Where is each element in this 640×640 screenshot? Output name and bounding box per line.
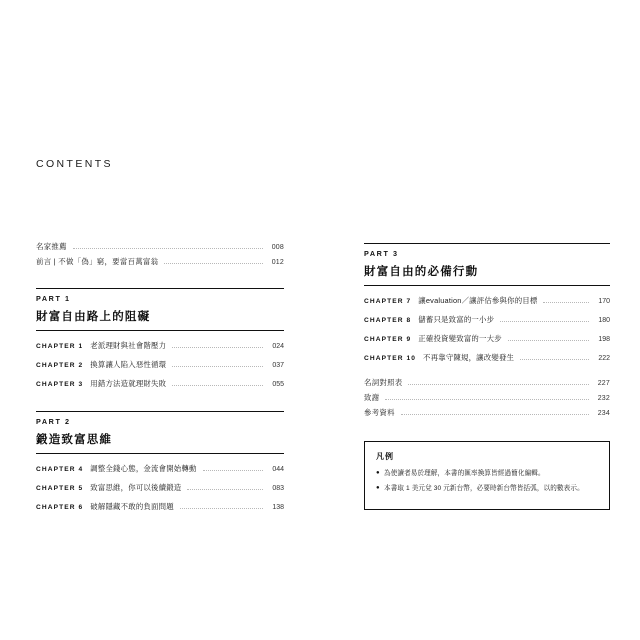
toc-chapter-row[interactable] — [364, 314, 610, 325]
note-item — [376, 484, 598, 494]
chapter-number: CHAPTER 5 — [36, 485, 84, 492]
note-item — [376, 469, 598, 479]
toc-chapter-row[interactable] — [364, 295, 610, 306]
leader-dots — [187, 488, 263, 490]
leader-dots — [180, 507, 263, 509]
divider — [364, 285, 610, 286]
toc-entry-page: 232 — [597, 395, 610, 402]
leader-dots — [172, 384, 263, 386]
part-block-1 — [36, 288, 284, 389]
chapter-title: 正確投資變致富的一大步 — [418, 334, 502, 343]
contents-column-left — [0, 243, 320, 520]
chapter-title: 讓evaluation／讓評估參與你的目標 — [418, 296, 538, 305]
chapter-page: 170 — [598, 298, 610, 305]
leader-dots — [401, 413, 589, 415]
chapter-page: 055 — [272, 381, 284, 388]
chapter-title: 不再靠守陳規，讓改變發生 — [423, 353, 515, 362]
toc-entry-label: 名詞對照表 — [364, 378, 403, 387]
toc-entry-label: 致謝 — [364, 393, 380, 402]
toc-entry-label: 前言 | 不做「偽」窮，要當百萬富翁 — [36, 257, 159, 266]
leader-dots — [508, 339, 589, 341]
divider — [36, 411, 284, 412]
chapter-page: 037 — [272, 362, 284, 369]
contents-columns — [0, 243, 640, 520]
part-label: PART 3 — [364, 249, 399, 258]
chapter-page: 044 — [272, 466, 284, 473]
part-title: 財富自由路上的阻礙 — [36, 311, 151, 323]
part-block-3 — [364, 243, 610, 363]
chapter-page: 180 — [598, 317, 610, 324]
chapter-number: CHAPTER 2 — [36, 362, 84, 369]
chapter-number: CHAPTER 3 — [36, 381, 84, 388]
chapter-title: 儲蓄只是致富的一小步 — [418, 315, 495, 324]
chapter-page: 138 — [272, 504, 284, 511]
part-title: 財富自由的必備行動 — [364, 266, 479, 278]
leader-dots — [408, 383, 589, 385]
chapter-title: 用錯方法造就理財失敗 — [90, 379, 167, 388]
contents-column-right — [320, 243, 640, 520]
chapter-title: 調整全錢心態，金流會開始轉動 — [90, 464, 197, 473]
toc-chapter-row[interactable] — [36, 378, 284, 389]
toc-row[interactable] — [364, 379, 610, 387]
chapter-page: 198 — [598, 336, 610, 343]
toc-chapter-row[interactable] — [36, 340, 284, 351]
chapter-page: 222 — [598, 355, 610, 362]
toc-chapter-row[interactable] — [36, 482, 284, 493]
chapter-title: 致富思維，你可以後續鍛造 — [90, 483, 182, 492]
page-title: CONTENTS — [36, 158, 113, 170]
chapter-number: CHAPTER 6 — [36, 504, 84, 511]
note-text: 為使讀者易於理解，本書的匯率換算皆經過簡化編輯。 — [384, 470, 545, 477]
toc-entry-label: 參考資料 — [364, 408, 395, 417]
part-title: 鍛造致富思維 — [36, 434, 113, 446]
leader-dots — [500, 320, 589, 322]
chapter-title: 老派理財與社會階壓力 — [90, 341, 167, 350]
toc-chapter-row[interactable] — [36, 359, 284, 370]
notes-box — [364, 441, 610, 510]
chapter-page: 083 — [272, 485, 284, 492]
chapter-number: CHAPTER 10 — [364, 355, 417, 362]
chapter-number: CHAPTER 1 — [36, 343, 84, 350]
toc-row[interactable] — [36, 258, 284, 266]
chapter-page: 024 — [272, 343, 284, 350]
leader-dots — [203, 469, 263, 471]
chapter-number: CHAPTER 7 — [364, 298, 412, 305]
divider — [36, 330, 284, 331]
leader-dots — [172, 346, 263, 348]
chapter-number: CHAPTER 8 — [364, 317, 412, 324]
divider — [36, 453, 284, 454]
leader-dots — [543, 301, 589, 303]
toc-chapter-row[interactable] — [36, 501, 284, 512]
bullet-icon: ● — [376, 484, 380, 491]
leader-dots — [164, 262, 263, 264]
divider — [364, 243, 610, 244]
leader-dots — [520, 358, 589, 360]
toc-entry-page: 234 — [597, 410, 610, 417]
toc-row[interactable] — [364, 409, 610, 417]
part-block-2 — [36, 411, 284, 512]
toc-entry-page: 227 — [597, 380, 610, 387]
chapter-number: CHAPTER 9 — [364, 336, 412, 343]
toc-entry-page: 008 — [271, 244, 284, 251]
divider — [36, 288, 284, 289]
back-matter-list — [364, 379, 610, 417]
leader-dots — [73, 247, 263, 249]
chapter-title: 破解隱藏不敢的負面問題 — [90, 502, 174, 511]
toc-entry-page: 012 — [271, 259, 284, 266]
leader-dots — [385, 398, 589, 400]
toc-chapter-row[interactable] — [364, 352, 610, 363]
toc-row[interactable] — [36, 243, 284, 251]
toc-chapter-row[interactable] — [36, 463, 284, 474]
chapter-title: 換算讓人陷入惡性循環 — [90, 360, 167, 369]
bullet-icon: ● — [376, 470, 380, 476]
notes-title: 凡例 — [376, 452, 394, 461]
part-label: PART 2 — [36, 417, 71, 426]
toc-entry-label: 名家推薦 — [36, 242, 67, 251]
note-text: 本書取 1 美元兌 30 元新台幣，必要時新台幣皆括弧，以的數表示。 — [384, 484, 584, 492]
leader-dots — [172, 365, 263, 367]
part-label: PART 1 — [36, 294, 71, 303]
toc-chapter-row[interactable] — [364, 333, 610, 344]
toc-row[interactable] — [364, 394, 610, 402]
chapter-number: CHAPTER 4 — [36, 466, 84, 473]
